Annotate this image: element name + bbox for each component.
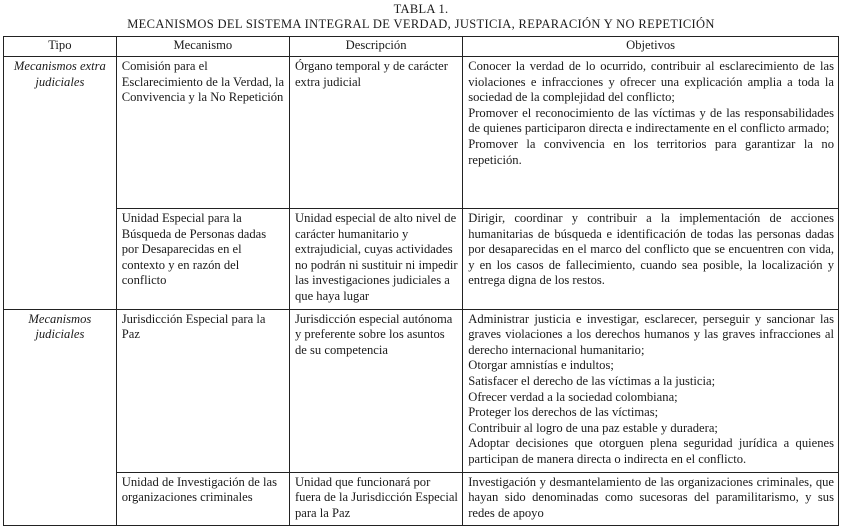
objetivo-item: Promover la convivencia en los territorios para garantizar la no repetición. — [468, 136, 834, 167]
objetivo-item: Ofrecer verdad a la sociedad colombiana; — [468, 389, 678, 404]
objetivos-cell — [463, 57, 839, 209]
table-row — [4, 472, 839, 526]
objetivos-cell — [463, 472, 839, 526]
objetivo-item: Conocer la verdad de lo ocurrido, contribuir al esclarecimiento de las violaciones e infracciones y ofrecer una explicación amplia a toda la sociedad de la complejidad del conflicto; — [468, 59, 834, 105]
descripcion-cell: Órgano temporal y de carácter extra judicial — [289, 57, 462, 209]
header-row — [4, 37, 839, 57]
header-objetivos: Objetivos — [463, 37, 839, 57]
mecanismo-cell: Jurisdicción Especial para la Paz — [116, 309, 289, 472]
mecanismo-cell: Comisión para el Esclarecimiento de la Verdad, la Convivencia y la No Repetición — [116, 57, 289, 209]
table-row — [4, 57, 839, 209]
objetivo-item: Promover el reconocimiento de las víctimas y de las responsabilidades de quienes participaron directa e indirectamente en el conflicto armado; — [468, 105, 834, 136]
table-title: MECANISMOS DEL SISTEMA INTEGRAL DE VERDAD, JUSTICIA, REPARACIÓN Y NO REPETICIÓN — [127, 17, 715, 31]
objetivo-item: Adoptar decisiones que otorguen plena seguridad jurídica a quienes participan de manera directa o indirecta en el conflicto. — [468, 436, 834, 466]
objetivos-cell — [463, 309, 839, 472]
mecanismo-cell: Unidad de Investigación de las organizaciones criminales — [116, 472, 289, 526]
descripcion-cell: Unidad que funcionará por fuera de la Jurisdicción Especial para la Paz — [289, 472, 462, 526]
header-tipo: Tipo — [4, 37, 117, 57]
mecanismo-cell: Unidad Especial para la Búsqueda de Personas dadas por Desaparecidas en el contexto y en razón del conflicto — [116, 209, 289, 310]
objetivos-cell — [463, 209, 839, 310]
objetivo-item: Otorgar amnistías e indultos; — [468, 358, 614, 373]
mechanisms-table — [3, 36, 839, 526]
objetivo-item: Investigación y desmantelamiento de las organizaciones criminales, que hayan sido denominadas como sucesoras del paramilitarismo, y sus redes de apoyo — [468, 474, 834, 520]
header-descripcion: Descripción — [289, 37, 462, 57]
table-label: TABLA 1. — [393, 2, 449, 16]
header-mecanismo: Mecanismo — [116, 37, 289, 57]
descripcion-cell: Unidad especial de alto nivel de carácter humanitario y extrajudicial, cuyas actividades no podrán ni sustituir ni impedir las investigaciones judiciales a que haya lugar — [289, 209, 462, 310]
table-row — [4, 209, 839, 310]
objetivo-item: Proteger los derechos de las víctimas; — [468, 405, 659, 420]
tipo-cell: Mecanismos extra judiciales — [4, 57, 117, 310]
table-row — [4, 309, 839, 472]
objetivo-item: Administrar justicia e investigar, esclarecer, perseguir y sancionar las graves violaciones a los derechos humanos y las graves infracciones al derecho internacional humanitario; — [468, 311, 834, 357]
objetivo-item: Satisfacer el derecho de las víctimas a la justicia; — [468, 373, 716, 388]
descripcion-cell: Jurisdicción especial autónoma y preferente sobre los asuntos de su competencia — [289, 309, 462, 472]
objetivo-item: Contribuir al logro de una paz estable y duradera; — [468, 420, 718, 435]
objetivo-item: Dirigir, coordinar y contribuir a la implementación de acciones humanitarias de búsqueda e identificación de todas las personas dadas por desaparecidas en el marco del conflicto que se encuentren con vida, y en los casos de fallecimiento, cuando sea posible, la localización y entrega digna de los restos. — [468, 211, 834, 288]
tipo-cell: Mecanismos judiciales — [4, 309, 117, 526]
